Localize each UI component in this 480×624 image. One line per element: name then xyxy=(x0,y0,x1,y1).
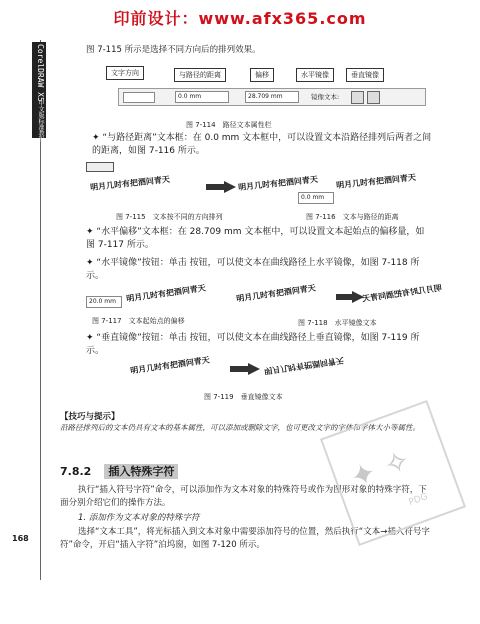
bullet-mark: ✦ xyxy=(86,333,94,343)
fig115-arrow-head xyxy=(224,181,236,193)
fig115-curve-text-b: 明月几时有把酒问青天 xyxy=(237,174,319,193)
orientation-dropdown[interactable] xyxy=(123,92,155,103)
section-title: 插入特殊字符 xyxy=(104,464,178,479)
bullet-offset-text: “水平偏移”文本框：在 28.709 mm 文本框中，可以设置文本起始点的偏移量，如图 7-117 所示。 xyxy=(86,227,425,250)
tips-title: 【技巧与提示】 xyxy=(60,412,120,422)
figures-115-116 xyxy=(86,162,446,212)
fig117-field: 20.0 mm xyxy=(86,296,122,308)
callout-distance: 与路径的距离 xyxy=(174,68,226,82)
bullet-mark: ✦ xyxy=(86,258,94,268)
bullet-offset xyxy=(86,226,432,252)
subsection-heading: 1. 添加作为文本对象的特殊字符 xyxy=(78,513,200,523)
stamp-text: PDG xyxy=(407,491,430,508)
fig115-arrow-body xyxy=(206,184,226,190)
section-intro: 执行“插入符号字符”命令，可以添加作为文本对象的特殊符号或作为图形对象的特殊字符，下面分别介绍它们的操作方法。 xyxy=(60,485,427,508)
figure-7-119 xyxy=(130,350,380,388)
bullet-distance-text: “与路径距离”文本框：在 0.0 mm 文本框中，可以设置文本沿路径排列后两者之间的距离，如图 7-116 所示。 xyxy=(92,133,432,156)
figures-117-118 xyxy=(86,278,446,318)
side-book-title: CorelDRAW X5 xyxy=(36,44,45,102)
fig116-curve-text: 明月几时有把酒问青天 xyxy=(335,172,417,191)
callout-text-orientation: 文字方向 xyxy=(106,66,144,80)
v-mirror-button[interactable] xyxy=(367,91,380,104)
mirror-label: 镜像文本: xyxy=(311,93,340,101)
section-instruction: 选择“文本工具”，将光标插入到文本对象中需要添加符号的位置，然后执行“文本→插入符号字符”命令，开启“插入字符”泊坞窗，如图 7-120 所示。 xyxy=(60,527,430,550)
caption-7-117: 图 7-117 文本起始点的偏移 xyxy=(92,317,185,325)
section-number: 7.8.2 xyxy=(60,465,92,478)
stamp-glyphs: ✦ ✧ xyxy=(345,442,415,497)
section-heading xyxy=(60,460,178,479)
figure-7-114 xyxy=(96,64,426,116)
distance-field[interactable]: 0.0 mm xyxy=(175,91,229,103)
site-header: 印前设计：www.afx365.com xyxy=(113,9,367,28)
callout-v-mirror: 垂直镜像 xyxy=(346,68,384,82)
page-number: 168 xyxy=(12,534,29,543)
fig118-curve-text-a: 明月几时有把酒问青天 xyxy=(235,283,317,304)
fig119-curve-text-a: 明月几时有把酒问青天 xyxy=(129,355,211,376)
bullet-mark: ✦ xyxy=(86,227,94,237)
bullet-mark: ✦ xyxy=(92,133,100,143)
callout-h-mirror: 水平镜像 xyxy=(296,68,334,82)
fig117-curve-text: 明月几时有把酒问青天 xyxy=(125,283,207,304)
fig118-curve-text-b: 明月几时有把酒问青天 xyxy=(361,283,443,304)
side-book-subtitle: 中文版标准教程 xyxy=(37,100,44,142)
caption-7-118: 图 7-118 水平镜像文本 xyxy=(298,319,377,327)
intro-sentence: 图 7-115 所示是选择不同方向后的排列效果。 xyxy=(86,45,261,55)
path-text-toolbar xyxy=(118,88,426,106)
bullet-v-mirror-text: “垂直镜像”按钮：单击 按钮，可以使文本在曲线路径上垂直镜像，如图 7-119 所示。 xyxy=(86,333,420,356)
fig115-curve-text-a: 明月几时有把酒问青天 xyxy=(89,174,171,193)
offset-field[interactable]: 28.709 mm xyxy=(245,91,299,103)
fig116-field: 0.0 mm xyxy=(298,192,334,204)
caption-7-115: 图 7-115 文本按不同的方向排列 xyxy=(116,213,223,221)
bullet-h-mirror-text: “水平镜像”按钮：单击 按钮，可以使文本在曲线路径上水平镜像，如图 7-118 所示。 xyxy=(86,258,420,281)
caption-7-114: 图 7-114 路径文本属性栏 xyxy=(186,121,272,129)
callout-offset: 偏移 xyxy=(250,68,274,82)
fig119-arrow-body xyxy=(230,366,250,372)
fig119-arrow-head xyxy=(248,363,260,375)
tips-body: 沿路径排列后的文本仍具有文本的基本属性，可以添加或删除文字，也可更改文字的字体和字体大小等属性。 xyxy=(60,423,420,432)
bullet-distance xyxy=(92,132,432,158)
caption-7-119: 图 7-119 垂直镜像文本 xyxy=(204,393,283,401)
fig115-toolbar-left xyxy=(86,162,114,172)
fig119-curve-text-b: 明月几时有把酒问青天 xyxy=(263,355,345,376)
caption-7-116: 图 7-116 文本与路径的距离 xyxy=(306,213,399,221)
h-mirror-button[interactable] xyxy=(351,91,364,104)
